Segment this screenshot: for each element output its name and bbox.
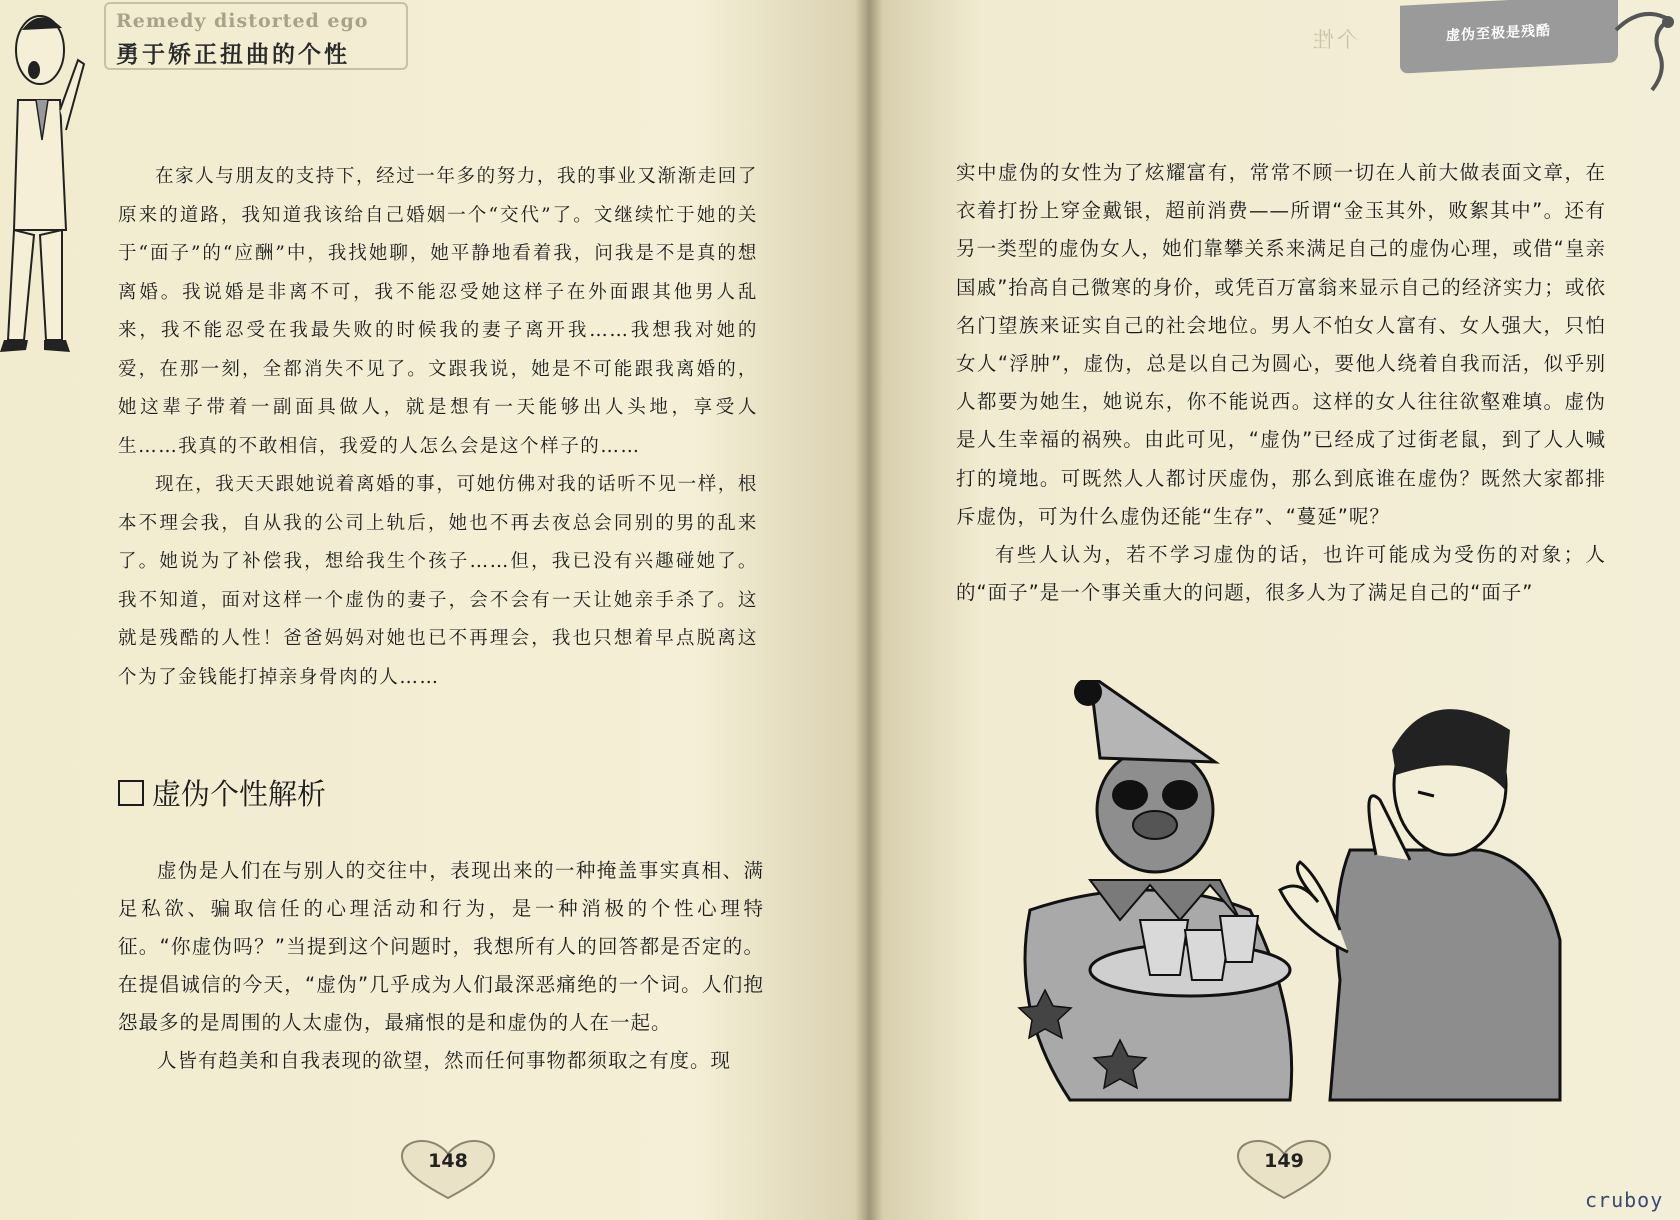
paragraph: 人皆有趋美和自我表现的欲望，然而任何事物都须取之有度。现	[157, 1049, 732, 1072]
book-gutter	[855, 0, 883, 1220]
paragraph: 现在，我天天跟她说着离婚的事，可她仿佛对我的话听不见一样，根本不理会我，自从我的公司上轨后，她也不再去夜总会同别的男的乱来了。她说为了补偿我，想给我生个孩子……但，我已没有兴趣碰她了。我不知道，面对这样一个虚伪的妻子，会不会有一天让她亲手杀了。这就是残酷的人性！爸爸妈妈对她也已不再理会，我也只想着早点脱离这个为了金钱能打掉亲身骨肉的人……	[118, 474, 759, 688]
page-number-label: 148	[428, 1150, 468, 1172]
header-tab	[1400, 0, 1618, 74]
section-heading	[118, 772, 326, 813]
header-tab-label: 虚伪至极是残酷	[1446, 22, 1551, 45]
paragraph: 实中虚伪的女性为了炫耀富有，常常不顾一切在人前大做表面文章，在衣着打扮上穿金戴银，超前消费——所谓“金玉其外，败絮其中”。还有另一类型的虚伪女人，她们靠攀关系来满足自己的虚伪心理，或借“皇亲国戚”抬高自己微寒的身价，或凭百万富翁来显示自己的经济实力；或依名门望族来证实自己的社会地位。男人不怕女人富有、女人强大，只怕女人“浮肿”，虚伪，总是以自己为圆心，要他人绕着自我而活，似乎别人都要为她生，她说东，你不能说西。这样的女人往往欲壑难填。虚伪是人生幸福的祸殃。由此可见，“虚伪”已经成了过街老鼠，到了人人喊打的境地。可既然人人都讨厌虚伪，那么到底谁在虚伪？既然大家都排斥虚伪，可为什么虚伪还能“生存”、“蔓延”呢？	[956, 161, 1606, 528]
left-bottom-text	[118, 852, 764, 1080]
left-top-text	[118, 158, 758, 697]
square-bullet-icon	[118, 780, 144, 806]
page-number-left	[398, 1140, 498, 1200]
section-title-text: 虚伪个性解析	[152, 777, 327, 811]
paragraph: 在家人与朋友的支持下，经过一年多的努力，我的事业又渐渐走回了原来的道路，我知道我该给自己婚姻一个“交代”了。文继续忙于她的关于“面子”的“应酬”中，我找她聊，她平静地看着我，问我是不是真的想离婚。我说婚是非离不可，我不能忍受她这样子在外面跟其他男人乱来，我不能忍受在我最失败的时候我的妻子离开我……我想我对她的爱，在那一刻，全都消失不见了。文跟我说，她是不可能跟我离婚的，她这辈子带着一副面具做人，就是想有一天能够出人头地，享受人生……我真的不敢相信，我爱的人怎么会是这个样子的……	[118, 166, 759, 457]
clown-and-man-illustration	[1000, 680, 1600, 1120]
paragraph: 有些人认为，若不学习虚伪的话，也许可能成为受伤的对象；人的“面子”是一个事关重大的问题，很多人为了满足自己的“面子”	[956, 543, 1606, 605]
header-faint-mirror: 个性	[1310, 28, 1358, 52]
cartoon-man-figure	[0, 0, 85, 380]
header-english: Remedy distorted ego	[116, 10, 369, 32]
paragraph: 虚伪是人们在与别人的交往中，表现出来的一种掩盖事实真相、满足私欲、骗取信任的心理活动和行为，是一种消极的个性心理特征。“你虚伪吗？”当提到这个问题时，我想所有人的回答都是否定的。在提倡诚信的今天，“虚伪”几乎成为人们最深恶痛绝的一个词。人们抱怨最多的是周围的人太虚伪，最痛恨的是和虚伪的人在一起。	[118, 859, 764, 1034]
watermark-text: cruboy	[1585, 1188, 1664, 1212]
right-text	[956, 154, 1606, 612]
header-chinese: 勇于矫正扭曲的个性	[116, 42, 350, 68]
page-number-label: 149	[1264, 1150, 1304, 1172]
page-number-right	[1234, 1140, 1334, 1200]
corner-ornament-icon	[1612, 0, 1680, 100]
